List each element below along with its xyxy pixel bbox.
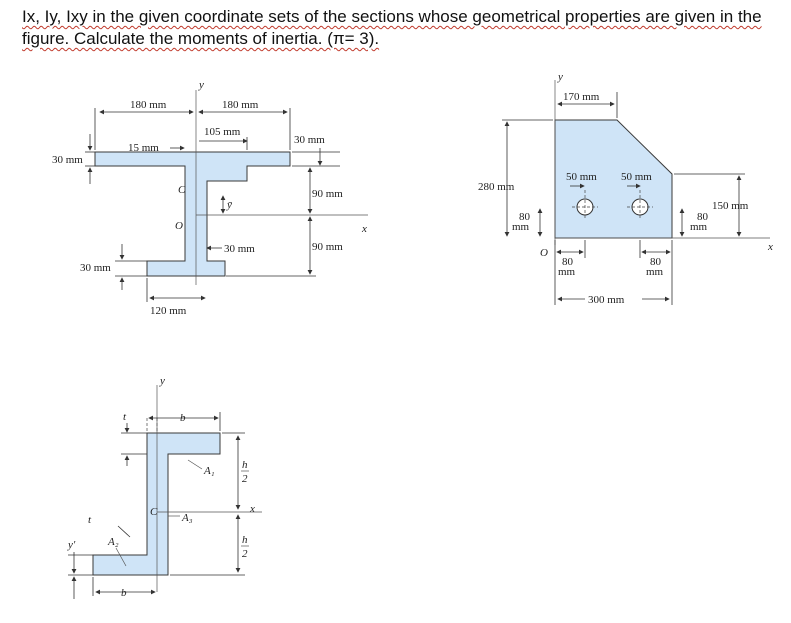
fig3-two-lower: 2 bbox=[242, 548, 248, 560]
fig2-dim-50-right: 50 mm bbox=[621, 171, 652, 183]
fig2-dim-300: 300 mm bbox=[588, 294, 625, 306]
fig1-dim-180-right: 180 mm bbox=[222, 99, 259, 111]
fig2-dim-280: 280 mm bbox=[478, 181, 515, 193]
fig2-dim-80-left-unit: mm bbox=[512, 221, 530, 233]
fig3-b-bottom: b bbox=[121, 587, 127, 599]
fig3-h-upper: h bbox=[242, 459, 248, 471]
fig1-section-shape bbox=[95, 152, 290, 276]
fig1-y-label: y bbox=[199, 79, 204, 91]
fig1-dim-30-top-left: 30 mm bbox=[52, 154, 83, 166]
figure-1 bbox=[52, 79, 368, 317]
fig2-dim-80-left-num: 80 bbox=[519, 211, 530, 223]
fig3-h-lower: h bbox=[242, 534, 248, 546]
fig1-dim-30-bottom-left: 30 mm bbox=[80, 262, 111, 274]
fig3-t-top: t bbox=[123, 411, 127, 423]
fig1-label-O: O bbox=[175, 220, 183, 232]
fig1-x-label: x bbox=[362, 223, 367, 235]
question-line-1: Ix, Iy, Ixy in the given coordinate sets of the sections whose geometrical properties are given in the bbox=[22, 7, 762, 26]
fig2-dim-150: 150 mm bbox=[712, 200, 749, 212]
figure-2 bbox=[478, 71, 773, 306]
fig2-label-O: O bbox=[540, 247, 548, 259]
fig3-label-A2: A₂ bbox=[108, 536, 119, 548]
fig1-dim-15: 15 mm bbox=[128, 142, 159, 154]
fig1-dim-30-top-right: 30 mm bbox=[294, 134, 325, 146]
fig3-section-shape bbox=[93, 433, 220, 575]
fig1-dim-120: 120 mm bbox=[150, 305, 187, 317]
fig2-dim-80-bottom-right-unit: mm bbox=[646, 266, 664, 278]
question-line-2: figure. Calculate the moments of inertia. (π= 3). bbox=[22, 29, 380, 48]
fig3-y-prime: y′ bbox=[68, 539, 76, 551]
fig3-two-upper: 2 bbox=[242, 473, 248, 485]
fig2-dim-80-bottom-right-num: 80 bbox=[650, 256, 661, 268]
fig2-dim-80-bottom-left-num: 80 bbox=[562, 256, 573, 268]
figure-3 bbox=[67, 375, 262, 599]
fig2-dim-80-bottom-left-unit: mm bbox=[558, 266, 576, 278]
fig1-label-ybar: ȳ bbox=[227, 199, 232, 211]
fig1-dim-180-left: 180 mm bbox=[130, 99, 167, 111]
fig3-t-bottom: t bbox=[88, 514, 92, 526]
fig1-dim-30-web: 30 mm bbox=[224, 243, 255, 255]
fig2-dim-170: 170 mm bbox=[563, 91, 600, 103]
fig3-label-A3: A₃ bbox=[182, 512, 193, 524]
fig3-label-A1: A₁ bbox=[204, 465, 215, 477]
fig3-y-label: y bbox=[160, 375, 165, 387]
fig2-dim-80-right-unit: mm bbox=[690, 221, 708, 233]
fig2-x-label: x bbox=[768, 241, 773, 253]
fig2-dim-50-left: 50 mm bbox=[566, 171, 597, 183]
fig2-dim-80-right-num: 80 bbox=[697, 211, 708, 223]
fig3-label-C: C bbox=[150, 506, 158, 518]
fig2-y-label: y bbox=[558, 71, 563, 83]
fig3-x-label: x bbox=[250, 503, 255, 515]
fig1-dim-90-lower: 90 mm bbox=[312, 241, 343, 253]
fig1-dim-105: 105 mm bbox=[204, 126, 241, 138]
fig3-b-top: b bbox=[180, 412, 186, 424]
fig1-label-C: C bbox=[178, 184, 186, 196]
fig1-dim-90-upper: 90 mm bbox=[312, 188, 343, 200]
